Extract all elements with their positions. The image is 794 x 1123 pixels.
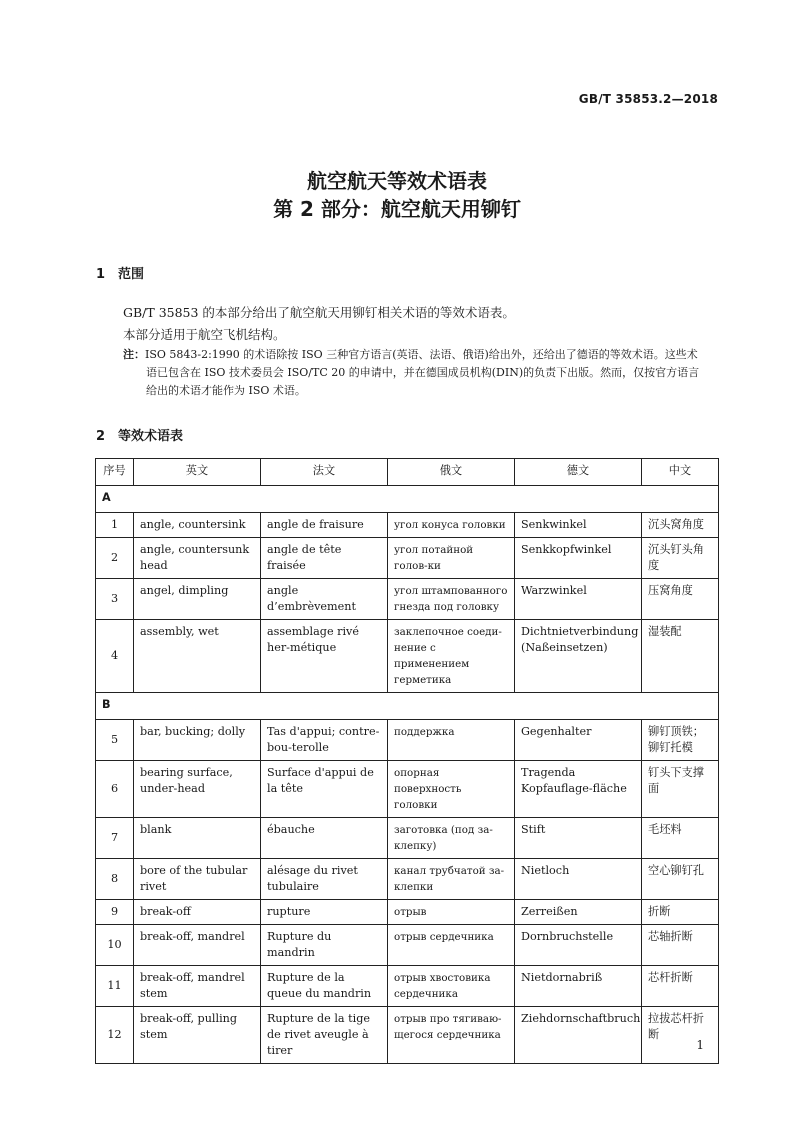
row-index: 5 bbox=[96, 720, 134, 761]
table-row bbox=[96, 859, 719, 900]
table-header-row bbox=[96, 459, 719, 486]
term-chinese: 钉头下支撑面 bbox=[642, 761, 719, 818]
term-chinese: 压窝角度 bbox=[642, 579, 719, 620]
scope-note bbox=[123, 346, 721, 400]
table-row bbox=[96, 966, 719, 1007]
term-french: Surface d'appui de la tête bbox=[261, 761, 388, 818]
table-row bbox=[96, 818, 719, 859]
row-index: 7 bbox=[96, 818, 134, 859]
term-chinese: 空心铆钉孔 bbox=[642, 859, 719, 900]
term-french: Rupture de la queue du mandrin bbox=[261, 966, 388, 1007]
term-russian: отрыв хвостовика сердечника bbox=[388, 966, 515, 1007]
term-german: Dichtnietverbindung (Naßeinsetzen) bbox=[515, 620, 642, 693]
term-english: break-off, mandrel bbox=[134, 925, 261, 966]
section-number: 2 bbox=[96, 429, 106, 444]
term-french: Rupture de la tige de rivet aveugle à tirer bbox=[261, 1007, 388, 1064]
letter-group-row bbox=[96, 486, 719, 513]
term-russian: угол конуса головки bbox=[388, 513, 515, 538]
term-english: break-off, mandrel stem bbox=[134, 966, 261, 1007]
term-german: Nietloch bbox=[515, 859, 642, 900]
term-english: assembly, wet bbox=[134, 620, 261, 693]
term-german: Senkkopfwinkel bbox=[515, 538, 642, 579]
term-french: alésage du rivet tubulaire bbox=[261, 859, 388, 900]
term-chinese: 折断 bbox=[642, 900, 719, 925]
table-row bbox=[96, 900, 719, 925]
table-row bbox=[96, 513, 719, 538]
term-english: angel, dimpling bbox=[134, 579, 261, 620]
term-german: Zerreißen bbox=[515, 900, 642, 925]
scope-paragraph-2: 本部分适用于航空飞机结构。 bbox=[123, 327, 286, 342]
letter-group-label: A bbox=[96, 486, 719, 513]
section-title: 范围 bbox=[118, 267, 145, 282]
note-line: 语已包含在 ISO 技术委员会 ISO/TC 20 的申请中，并在德国成员机构(DIN)的负责下出版。然而，仅按官方语言 bbox=[146, 366, 700, 379]
term-russian: поддержка bbox=[388, 720, 515, 761]
term-russian: заготовка (под за-клепку) bbox=[388, 818, 515, 859]
table-row bbox=[96, 761, 719, 818]
term-german: Gegenhalter bbox=[515, 720, 642, 761]
term-german: Nietdornabriß bbox=[515, 966, 642, 1007]
table-row bbox=[96, 720, 719, 761]
table-row bbox=[96, 620, 719, 693]
term-english: bar, bucking; dolly bbox=[134, 720, 261, 761]
term-german: Stift bbox=[515, 818, 642, 859]
row-index: 1 bbox=[96, 513, 134, 538]
note-line: 给出的术语才能作为 ISO 术语。 bbox=[146, 384, 306, 397]
column-header: 英文 bbox=[134, 459, 261, 486]
term-chinese: 毛坯料 bbox=[642, 818, 719, 859]
term-english: angle, countersunk head bbox=[134, 538, 261, 579]
term-english: bearing surface, under-head bbox=[134, 761, 261, 818]
term-chinese: 芯轴折断 bbox=[642, 925, 719, 966]
row-index: 12 bbox=[96, 1007, 134, 1064]
term-french: rupture bbox=[261, 900, 388, 925]
term-chinese: 铆钉顶铁；铆钉托模 bbox=[642, 720, 719, 761]
term-chinese: 湿装配 bbox=[642, 620, 719, 693]
terms-table bbox=[95, 458, 719, 1064]
row-index: 2 bbox=[96, 538, 134, 579]
row-index: 4 bbox=[96, 620, 134, 693]
column-header: 德文 bbox=[515, 459, 642, 486]
term-german: Senkwinkel bbox=[515, 513, 642, 538]
term-english: angle, countersink bbox=[134, 513, 261, 538]
term-german: Tragenda Kopfauflage-fläche bbox=[515, 761, 642, 818]
term-french: ébauche bbox=[261, 818, 388, 859]
term-english: break-off, pulling stem bbox=[134, 1007, 261, 1064]
note-line: ISO 5843-2:1990 的术语除按 ISO 三种官方语言(英语、法语、俄语)给出外，还给出了德语的等效术语。这些术 bbox=[145, 348, 698, 361]
column-header: 法文 bbox=[261, 459, 388, 486]
row-index: 6 bbox=[96, 761, 134, 818]
term-english: bore of the tubular rivet bbox=[134, 859, 261, 900]
term-russian: отрыв сердечника bbox=[388, 925, 515, 966]
term-french: Tas d'appui; contre-bou-terolle bbox=[261, 720, 388, 761]
letter-group-label: B bbox=[96, 693, 719, 720]
standard-code: GB/T 35853.2—2018 bbox=[578, 92, 718, 106]
term-chinese: 芯杆折断 bbox=[642, 966, 719, 1007]
column-header: 中文 bbox=[642, 459, 719, 486]
term-russian: угол штампованного гнезда под головку bbox=[388, 579, 515, 620]
column-header: 序号 bbox=[96, 459, 134, 486]
row-index: 8 bbox=[96, 859, 134, 900]
document-title: 航空航天等效术语表 bbox=[307, 169, 487, 193]
table-header bbox=[96, 459, 719, 486]
term-chinese: 沉头窝角度 bbox=[642, 513, 719, 538]
document-subtitle: 第 2 部分：航空航天用铆钉 bbox=[273, 197, 521, 221]
letter-group-row bbox=[96, 693, 719, 720]
term-french: angle de tête fraisée bbox=[261, 538, 388, 579]
section-title: 等效术语表 bbox=[118, 429, 184, 444]
table-row bbox=[96, 579, 719, 620]
term-french: Rupture du mandrin bbox=[261, 925, 388, 966]
term-russian: опорная поверхность головки bbox=[388, 761, 515, 818]
column-header: 俄文 bbox=[388, 459, 515, 486]
term-german: Warzwinkel bbox=[515, 579, 642, 620]
term-french: assemblage rivé her-métique bbox=[261, 620, 388, 693]
note-label: 注： bbox=[123, 348, 145, 361]
term-english: blank bbox=[134, 818, 261, 859]
term-russian: отрыв про тягиваю-щегося сердечника bbox=[388, 1007, 515, 1064]
scope-paragraph-1: GB/T 35853 的本部分给出了航空航天用铆钉相关术语的等效术语表。 bbox=[123, 305, 515, 320]
term-french: angle d’embrèvement bbox=[261, 579, 388, 620]
table-body bbox=[96, 486, 719, 1064]
term-russian: отрыв bbox=[388, 900, 515, 925]
section-number: 1 bbox=[96, 267, 106, 282]
section-heading-terms bbox=[96, 425, 183, 444]
row-index: 9 bbox=[96, 900, 134, 925]
row-index: 3 bbox=[96, 579, 134, 620]
table-row bbox=[96, 538, 719, 579]
term-russian: канал трубчатой за-клепки bbox=[388, 859, 515, 900]
term-chinese: 沉头钉头角度 bbox=[642, 538, 719, 579]
term-russian: угол потайной голов-ки bbox=[388, 538, 515, 579]
row-index: 11 bbox=[96, 966, 134, 1007]
term-chinese: 拉拔芯杆折断 bbox=[642, 1007, 719, 1064]
table-row bbox=[96, 1007, 719, 1064]
term-german: Dornbruchstelle bbox=[515, 925, 642, 966]
term-german: Ziehdornschaftbruch bbox=[515, 1007, 642, 1064]
page-number: 1 bbox=[696, 1038, 704, 1052]
term-russian: заклепочное соеди-нение с применением герметика bbox=[388, 620, 515, 693]
term-french: angle de fraisure bbox=[261, 513, 388, 538]
table-row bbox=[96, 925, 719, 966]
row-index: 10 bbox=[96, 925, 134, 966]
section-heading-scope bbox=[96, 263, 144, 282]
term-english: break-off bbox=[134, 900, 261, 925]
